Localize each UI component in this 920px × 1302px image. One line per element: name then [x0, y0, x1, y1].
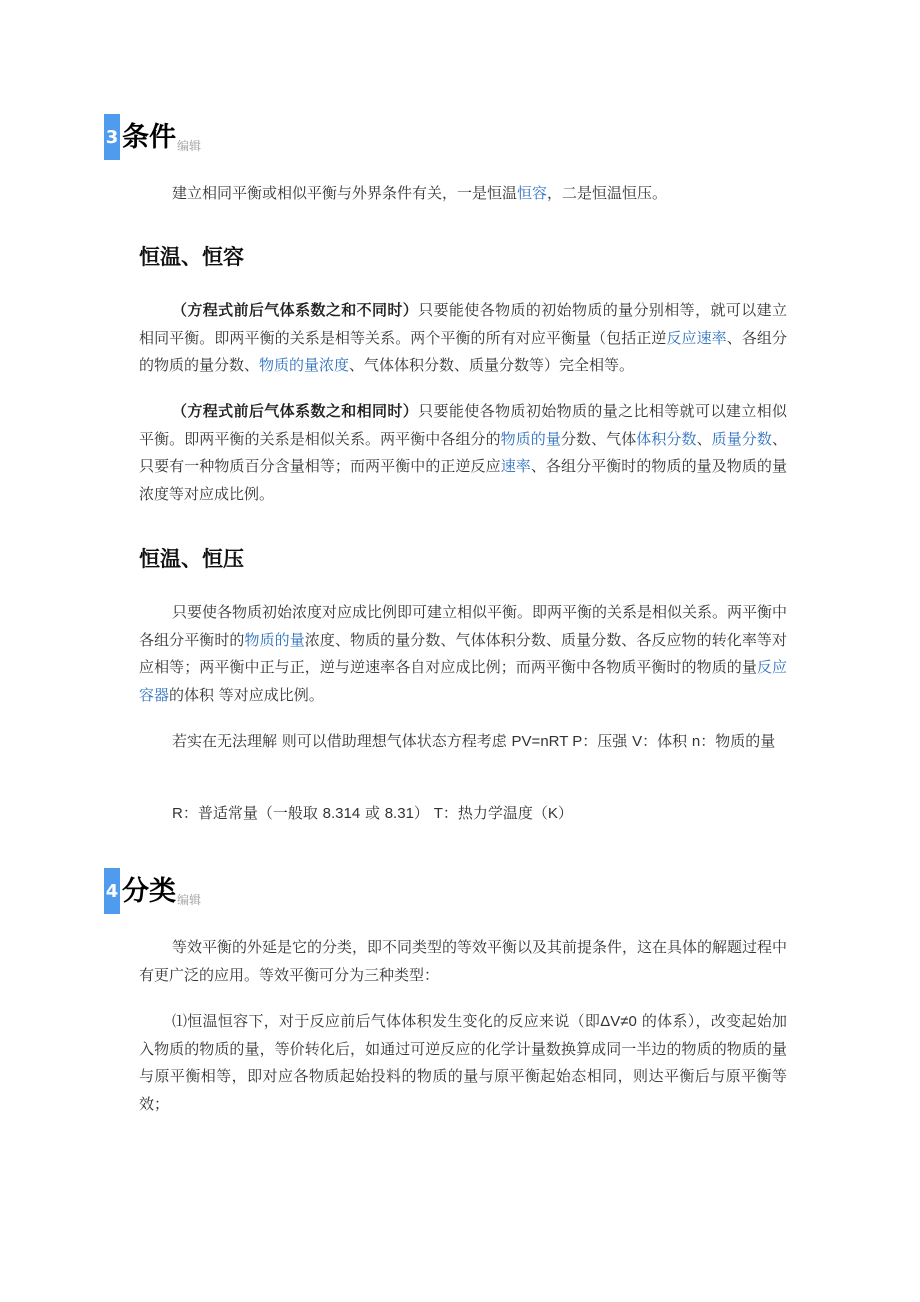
text: 只要能使各物质初始物质的量之比相等就可以建立相似平衡。即两平衡的关系是相似关系。两平衡中各组分的	[139, 402, 787, 448]
text: 若实在无法理解 则可以借助理想气体状态方程考虑	[172, 732, 512, 750]
text: 浓度、物质的量分数、气体体积分数、质量分数、各反应物的转化率等对应相等；两平衡中正与正，逆与逆速率各自对应成比例；而两平衡中各物质平衡时的物质的量	[139, 630, 787, 676]
paragraph-classification-intro: 等效平衡的外延是它的分类，即不同类型的等效平衡以及其前提条件，这在具体的解题过程中有更广泛的应用。等效平衡可分为三种类型：	[139, 938, 788, 984]
section-title: 条件	[122, 122, 176, 153]
text: ：物质的量	[700, 732, 776, 750]
text: 、	[696, 429, 712, 448]
paragraph-same-coefficients	[139, 398, 787, 508]
text: 只要使各物质初始浓度对应成比例即可建立相似平衡。即两平衡的关系是相似关系。两平衡中各组分平衡时的	[139, 603, 788, 649]
text: 只要能使各物质的初始物质的量分别相等，就可以建立相同平衡。即两平衡的关系是相等关系。两个平衡的所有对应平衡量（包括正逆	[139, 301, 787, 347]
section-number-badge: 4	[104, 868, 120, 914]
link-hengrong[interactable]: 恒容	[517, 184, 548, 202]
edit-link[interactable]: 编辑	[177, 139, 202, 153]
formula: ΔV≠0	[600, 1013, 637, 1030]
section-heading-3	[104, 112, 201, 160]
symbol-r: R	[172, 805, 183, 822]
intro-paragraph	[139, 180, 787, 208]
bold-condition: （方程式前后气体系数之和相同时）	[172, 402, 419, 420]
link-mass-fraction[interactable]: 质量分数	[711, 429, 772, 448]
link-amount-of-substance[interactable]: 物质的量	[500, 429, 561, 448]
paragraph-ideal-gas-hint	[139, 728, 787, 756]
text: 分数、气体	[560, 429, 637, 448]
link-reaction-vessel[interactable]: 反应容器	[139, 658, 787, 704]
link-amount-of-substance[interactable]: 物质的量	[244, 630, 305, 649]
text: 的体积 等对应成比例。	[169, 685, 324, 704]
text: ，二是恒温恒压。	[547, 184, 668, 202]
symbol-k: K	[547, 805, 558, 822]
text: ：压强	[582, 732, 633, 750]
section-heading-4	[104, 866, 201, 914]
text: ：普适常量（一般取	[182, 804, 323, 822]
text: ）	[557, 804, 573, 822]
text: 、各组分平衡时的物质的量及物质的量浓度等对应成比例。	[139, 457, 787, 503]
value: 8.31	[384, 805, 414, 822]
text: 、只要有一种物质百分含量相等；而两平衡中的正逆反应	[139, 429, 787, 475]
link-reaction-rate[interactable]: 反应速率	[666, 328, 727, 347]
formula: PV=nRT P	[511, 733, 583, 750]
value: 8.314	[322, 805, 361, 822]
symbol-n: n	[691, 733, 701, 750]
edit-link[interactable]: 编辑	[177, 893, 202, 907]
link-volume-fraction[interactable]: 体积分数	[636, 429, 697, 448]
paragraph-constant-pressure	[139, 599, 787, 709]
link-molar-concentration[interactable]: 物质的量浓度	[259, 356, 350, 374]
paragraph-type-1	[139, 1008, 787, 1118]
paragraph-different-coefficients	[139, 297, 787, 380]
text: ⑴恒温恒容下，对于反应前后气体体积发生变化的反应来说（即	[172, 1012, 601, 1030]
text: 、气体体积分数、质量分数等）完全相等。	[349, 356, 635, 374]
section-title: 分类	[122, 876, 176, 907]
text: 、各组分的物质的量分数、	[139, 328, 787, 374]
subheading-constant-pressure: 恒温、恒压	[139, 547, 244, 571]
symbol-v: V	[632, 733, 643, 750]
text: 建立相同平衡或相似平衡与外界条件有关，一是恒温	[172, 184, 518, 202]
text: 的体系），改变起始加入物质的物质的量，等价转化后，如通过可逆反应的化学计量数换算成同一半边的物质的物质的量与原平衡相等，即对应各物质起始投料的物质的量与原平衡起始态相同，则达平衡后与原平衡等效；	[139, 1012, 787, 1113]
text: 或	[360, 804, 385, 822]
text: ：热力学温度（	[442, 804, 548, 822]
section-number-badge: 3	[104, 114, 120, 160]
text: ：体积	[642, 732, 692, 750]
subheading-constant-volume: 恒温、恒容	[139, 245, 244, 269]
text: ）	[413, 804, 434, 822]
link-rate[interactable]: 速率	[500, 457, 531, 475]
bold-condition: （方程式前后气体系数之和不同时）	[172, 301, 419, 319]
symbol-t: T	[433, 805, 443, 822]
paragraph-constants	[139, 800, 787, 828]
